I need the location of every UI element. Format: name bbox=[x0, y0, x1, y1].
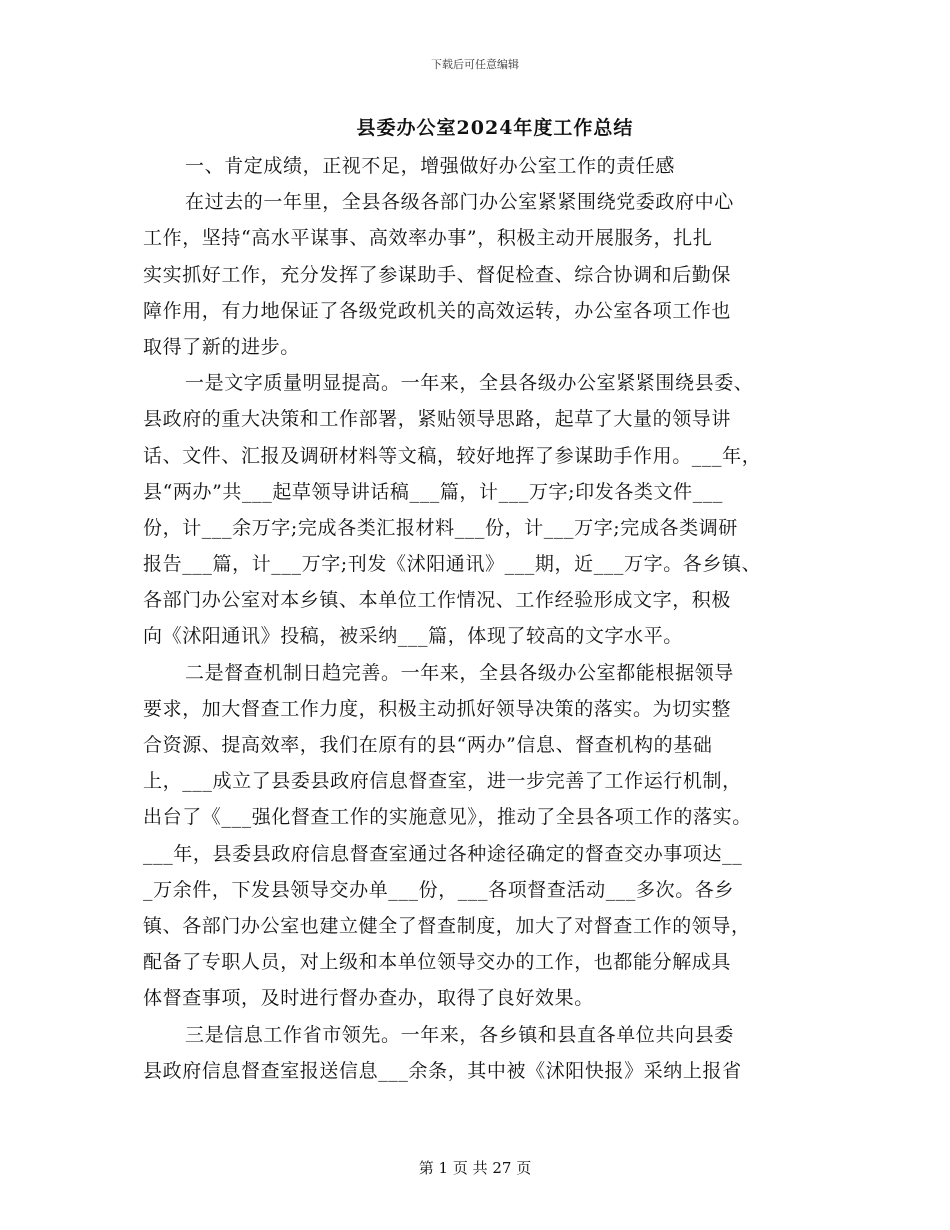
text-line: 向《沭阳通讯》投稿，被采纳___篇，体现了较高的文字水平。 bbox=[143, 625, 683, 648]
document-title: 县委办公室2024年度工作总结 bbox=[356, 117, 634, 139]
header-note: 下载后可任意编辑 bbox=[431, 58, 519, 71]
text-line: 二是督查机制日趋完善。一年来，全县各级办公室都能根据领导 bbox=[185, 661, 734, 684]
text-line: 在过去的一年里，全县各级各部门办公室紧紧围绕党委政府中心 bbox=[185, 191, 734, 214]
text-line: 障作用，有力地保证了各级党政机关的高效运转，办公室各项工作也 bbox=[143, 299, 732, 322]
text-line: 体督查事项，及时进行督办查办，取得了良好效果。 bbox=[143, 987, 594, 1010]
text-line: 各部门办公室对本乡镇、本单位工作情况、工作经验形成文字，积极 bbox=[143, 589, 732, 612]
text-line: 工作，坚持“高水平谋事、高效率办事”，积极主动开展服务，扎扎 bbox=[143, 227, 713, 250]
text-line: ___年，县委县政府信息督查室通过各种途径确定的督查交办事项达__ bbox=[143, 842, 743, 865]
text-line: _万余件，下发县领导交办单___份，___各项督查活动___多次。各乡 bbox=[143, 878, 735, 901]
text-line: 一是文字质量明显提高。一年来，全县各级办公室紧紧围绕县委、 bbox=[185, 372, 754, 395]
text-line: 上，___成立了县委县政府信息督查室，进一步完善了工作运行机制， bbox=[143, 770, 742, 793]
text-line: 配备了专职人员，对上级和本单位领导交办的工作，也都能分解成具 bbox=[143, 951, 732, 974]
text-line: 县政府的重大决策和工作部署，紧贴领导思路，起草了大量的领导讲 bbox=[143, 408, 732, 431]
text-line: 县政府信息督查室报送信息___余条，其中被《沭阳快报》采纳上报省 bbox=[143, 1059, 742, 1082]
text-line: 话、文件、汇报及调研材料等文稿，较好地挥了参谋助手作用。___年， bbox=[143, 444, 762, 467]
text-line: 报告___篇，计___万字;刊发《沭阳通讯》___期，近___万字。各乡镇、 bbox=[143, 553, 762, 576]
text-line: 合资源、提高效率，我们在原有的县“两办”信息、督查机构的基础 bbox=[143, 734, 713, 756]
document-body bbox=[143, 148, 823, 1089]
text-line: 要求，加大督查工作力度，积极主动抓好领导决策的落实。为切实整 bbox=[143, 697, 732, 720]
text-line: 出台了《___强化督查工作的实施意见》，推动了全县各项工作的落实。 bbox=[143, 806, 752, 829]
text-line: 取得了新的进步。 bbox=[143, 335, 300, 358]
text-line: 镇、各部门办公室也建立健全了督查制度，加大了对督查工作的领导， bbox=[143, 914, 751, 937]
text-line: 三是信息工作省市领先。一年来，各乡镇和县直各单位共向县委 bbox=[185, 1023, 734, 1046]
text-line: 实实抓好工作，充分发挥了参谋助手、督促检查、综合协调和后勤保 bbox=[143, 263, 732, 286]
text-line: 县“两办”共___起草领导讲话稿___篇，计___万字;印发各类文件___ bbox=[143, 480, 724, 503]
page-footer: 第 1 页 共 27 页 bbox=[418, 1159, 532, 1177]
text-line: 一、肯定成绩，正视不足，增强做好办公室工作的责任感 bbox=[185, 155, 676, 177]
text-line: 份，计___余万字;完成各类汇报材料___份，计___万字;完成各类调研 bbox=[143, 516, 738, 539]
